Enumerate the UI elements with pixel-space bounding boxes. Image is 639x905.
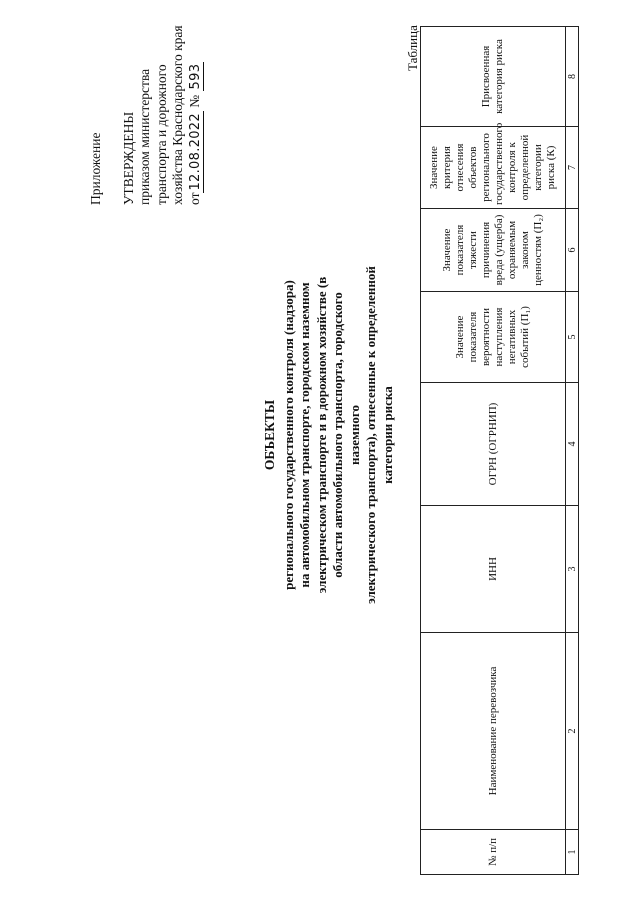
title-main: ОБЪЕКТЫ bbox=[262, 399, 277, 471]
header-ogrn: ОГРН (ОГРНИП) bbox=[421, 383, 566, 506]
risk-objects-table bbox=[420, 26, 579, 875]
header-carrier-name: Наименование перевозчика bbox=[421, 633, 566, 830]
handwritten-date: 12.08.2022 bbox=[187, 113, 203, 191]
header-number: № п/п bbox=[421, 830, 566, 875]
column-number: 5 bbox=[566, 292, 579, 383]
column-number: 2 bbox=[566, 633, 579, 830]
title-line-3: электрическом транспорте и в дорожном хозяйстве (в bbox=[313, 276, 329, 594]
approval-block bbox=[88, 15, 204, 205]
order-date-line bbox=[187, 15, 205, 205]
approved-label: УТВЕРЖДЕНЫ bbox=[120, 111, 136, 205]
table-column-numbers-row bbox=[566, 27, 579, 875]
document-title bbox=[262, 265, 396, 605]
title-line-2: на автомобильном транспорте, городском наземном bbox=[297, 282, 312, 588]
order-line-3: хозяйства Краснодарского края bbox=[170, 25, 185, 205]
table-header-row bbox=[421, 27, 566, 875]
title-line-6: категории риска bbox=[379, 386, 395, 484]
header-probability: Значение показателя вероятности наступления негативных событий (П₁) bbox=[421, 292, 566, 383]
title-line-4: области автомобильного транспорта, городского наземного bbox=[330, 292, 362, 578]
header-risk-category: Присвоенная категория риска bbox=[421, 27, 566, 127]
column-number: 7 bbox=[566, 127, 579, 209]
column-number: 8 bbox=[566, 27, 579, 127]
header-criterion: Значение критерия отнесения объектов регионального государственного контроля к определенной категории риска (К) bbox=[421, 127, 566, 209]
column-number: 4 bbox=[566, 383, 579, 506]
column-number: 6 bbox=[566, 209, 579, 292]
column-number: 1 bbox=[566, 830, 579, 875]
appendix-label: Приложение bbox=[88, 132, 103, 205]
order-line-1: приказом министерства bbox=[137, 68, 152, 205]
column-number: 3 bbox=[566, 506, 579, 633]
number-prefix: № bbox=[186, 94, 202, 108]
header-severity: Значение показателя тяжести причинения вреда (ущерба) охраняемым законом ценностям (П₂) bbox=[421, 209, 566, 292]
table-caption: Таблица bbox=[405, 25, 420, 71]
date-prefix: от bbox=[186, 192, 202, 205]
order-line-2: транспорта и дорожного bbox=[153, 64, 169, 205]
title-line-1: регионального государственного контроля (надзора) bbox=[280, 280, 296, 590]
header-inn: ИНН bbox=[421, 506, 566, 633]
title-line-5: электрического транспорта), отнесенные к определенной bbox=[363, 266, 378, 604]
handwritten-number: 593 bbox=[187, 63, 203, 90]
